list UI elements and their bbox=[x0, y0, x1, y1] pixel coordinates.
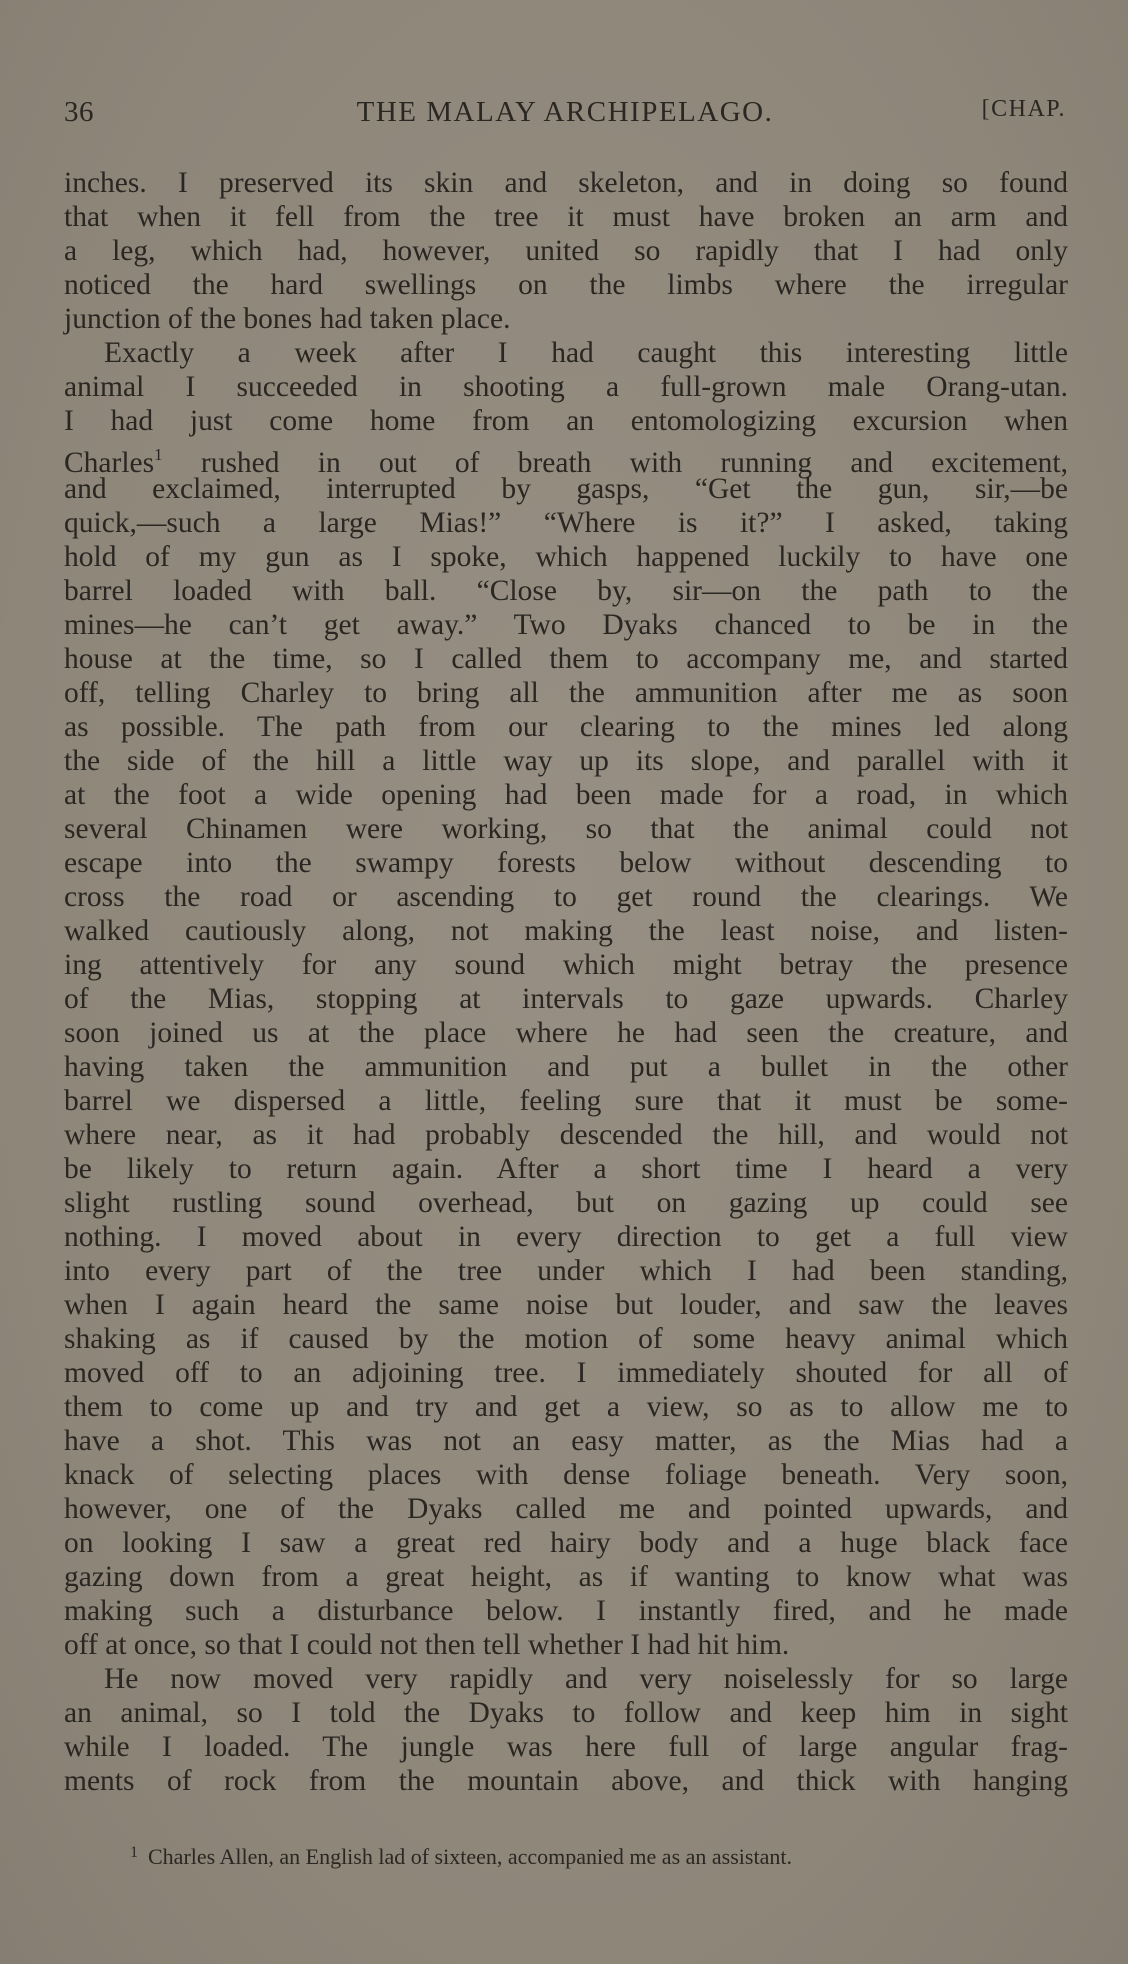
text-line: while I loaded. The jungle was here full of large angular frag- bbox=[64, 1731, 1068, 1763]
book-title: THE MALAY ARCHIPELAGO. bbox=[356, 96, 774, 128]
text-line: barrel we dispersed a little, feeling sure that it must be some- bbox=[64, 1085, 1068, 1117]
text-line: moved off to an adjoining tree. I immediately shouted for all of bbox=[64, 1357, 1068, 1389]
charles-word: Charles bbox=[64, 447, 155, 479]
text-line: that when it fell from the tree it must have broken an arm and bbox=[64, 201, 1068, 233]
text-line: walked cautiously along, not making the least noise, and listen- bbox=[64, 915, 1068, 947]
chapter-label: [CHAP. bbox=[981, 96, 1066, 122]
text-line: into every part of the tree under which I had been standing, bbox=[64, 1255, 1068, 1287]
text-line: animal I succeeded in shooting a full-grown male Orang-utan. bbox=[64, 371, 1068, 403]
text-line: shaking as if caused by the motion of some heavy animal which bbox=[64, 1323, 1068, 1355]
line-remainder: rushed in out of breath with running and excitement, bbox=[200, 447, 1068, 479]
text-line: I had just come home from an entomologizing excursion when bbox=[64, 405, 1068, 437]
text-line: escape into the swampy forests below without descending to bbox=[64, 847, 1068, 879]
text-line: off at once, so that I could not then tell whether I had hit him. bbox=[64, 1629, 790, 1661]
text-line: of the Mias, stopping at intervals to gaze upwards. Charley bbox=[64, 983, 1068, 1015]
text-line: junction of the bones had taken place. bbox=[64, 303, 511, 335]
text-line: an animal, so I told the Dyaks to follow and keep him in sight bbox=[64, 1697, 1068, 1729]
text-line: where near, as it had probably descended the hill, and would not bbox=[64, 1119, 1068, 1151]
text-line: knack of selecting places with dense foliage beneath. Very soon, bbox=[64, 1459, 1068, 1491]
text-line: ments of rock from the mountain above, and thick with hanging bbox=[64, 1765, 1068, 1797]
text-line: the side of the hill a little way up its slope, and parallel with it bbox=[64, 745, 1068, 777]
text-line: several Chinamen were working, so that the animal could not bbox=[64, 813, 1068, 845]
text-line: soon joined us at the place where he had seen the creature, and bbox=[64, 1017, 1068, 1049]
footnote-text: Charles Allen, an English lad of sixteen, accompanied me as an assistant. bbox=[148, 1844, 792, 1869]
running-head bbox=[64, 96, 1066, 136]
footnote-reference: 1 bbox=[154, 445, 163, 464]
footnote-marker: 1 bbox=[130, 1844, 138, 1861]
text-line: noticed the hard swellings on the limbs where the irregular bbox=[64, 269, 1068, 301]
text-line-with-footnote-ref bbox=[64, 438, 1068, 479]
text-line: Exactly a week after I had caught this interesting little bbox=[104, 337, 1068, 369]
page-number: 36 bbox=[64, 96, 94, 128]
text-line: making such a disturbance below. I instantly fired, and he made bbox=[64, 1595, 1068, 1627]
text-line: them to come up and try and get a view, so as to allow me to bbox=[64, 1391, 1068, 1423]
text-line: inches. I preserved its skin and skeleton, and in doing so found bbox=[64, 167, 1068, 199]
text-line: when I again heard the same noise but louder, and saw the leaves bbox=[64, 1289, 1068, 1321]
text-line: at the foot a wide opening had been made for a road, in which bbox=[64, 779, 1068, 811]
text-line: a leg, which had, however, united so rapidly that I had only bbox=[64, 235, 1068, 267]
text-line: barrel loaded with ball. “Close by, sir—on the path to the bbox=[64, 575, 1068, 607]
text-line: nothing. I moved about in every direction to get a full view bbox=[64, 1221, 1068, 1253]
text-line: be likely to return again. After a short time I heard a very bbox=[64, 1153, 1068, 1185]
text-line: hold of my gun as I spoke, which happened luckily to have one bbox=[64, 541, 1068, 573]
text-line: gazing down from a great height, as if wanting to know what was bbox=[64, 1561, 1068, 1593]
text-line: as possible. The path from our clearing to the mines led along bbox=[64, 711, 1068, 743]
text-line: cross the road or ascending to get round the clearings. We bbox=[64, 881, 1068, 913]
text-line: have a shot. This was not an easy matter, as the Mias had a bbox=[64, 1425, 1068, 1457]
text-line: quick,—such a large Mias!” “Where is it?” I asked, taking bbox=[64, 507, 1068, 539]
text-line: on looking I saw a great red hairy body and a huge black face bbox=[64, 1527, 1068, 1559]
text-line: and exclaimed, interrupted by gasps, “Get the gun, sir,—be bbox=[64, 473, 1068, 505]
body-text bbox=[64, 166, 1068, 1798]
text-line: He now moved very rapidly and very noiselessly for so large bbox=[104, 1663, 1068, 1695]
text-line: off, telling Charley to bring all the ammunition after me as soon bbox=[64, 677, 1068, 709]
text-line: having taken the ammunition and put a bullet in the other bbox=[64, 1051, 1068, 1083]
text-line: ing attentively for any sound which might betray the presence bbox=[64, 949, 1068, 981]
footnote bbox=[130, 1838, 1030, 1872]
text-line: slight rustling sound overhead, but on gazing up could see bbox=[64, 1187, 1068, 1219]
text-line: mines—he can’t get away.” Two Dyaks chanced to be in the bbox=[64, 609, 1068, 641]
text-line: however, one of the Dyaks called me and pointed upwards, and bbox=[64, 1493, 1068, 1525]
text-line: house at the time, so I called them to accompany me, and started bbox=[64, 643, 1068, 675]
